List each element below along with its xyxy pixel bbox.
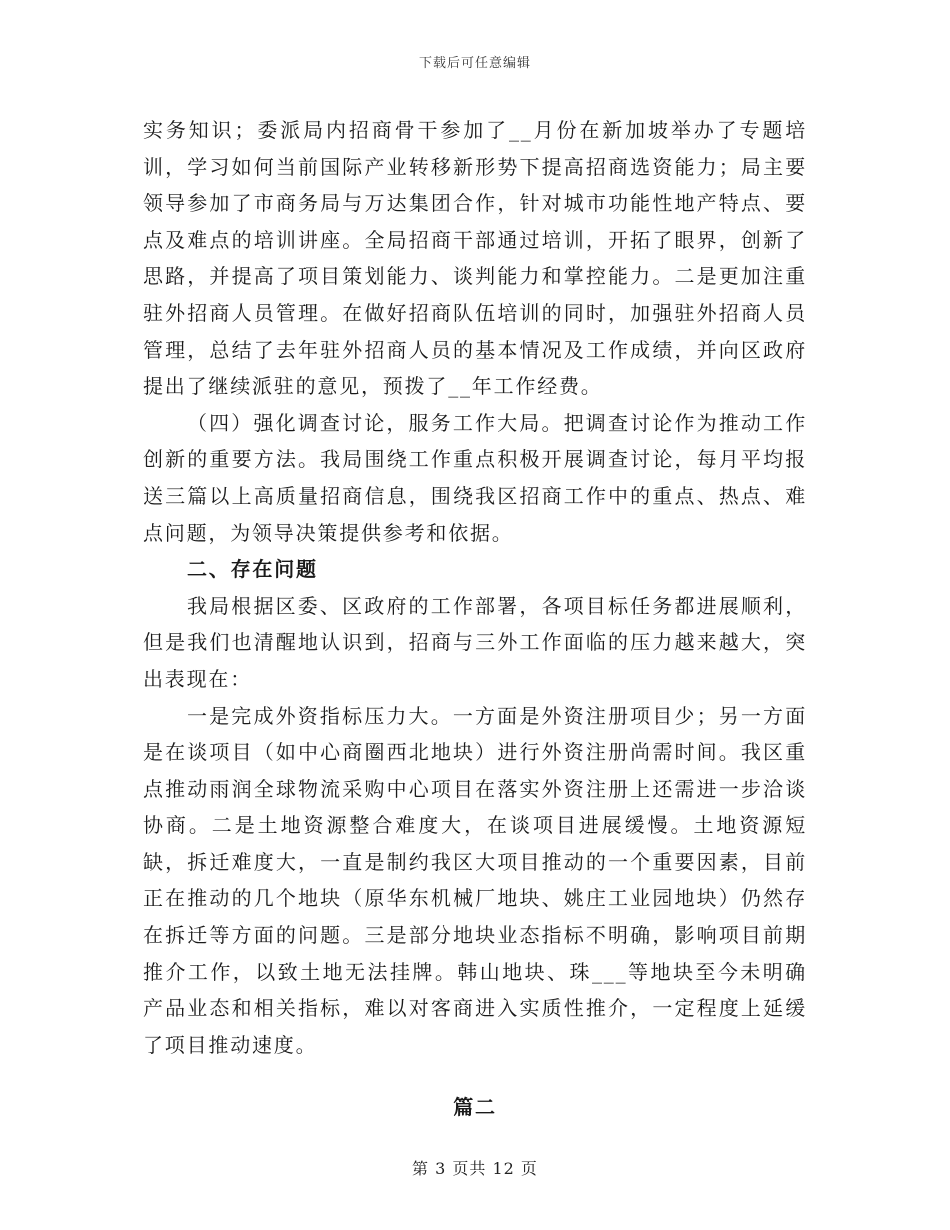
document-body — [143, 112, 807, 1126]
paragraph-problem-details: 一是完成外资指标压力大。一方面是外资注册项目少；另一方面是在谈项目（如中心商圈西北地块）进行外资注册尚需时间。我区重点推动雨润全球物流采购中心项目在落实外资注册上还需进一步洽谈协商。二是土地资源整合难度大，在谈项目进展缓慢。土地资源短缺，拆迁难度大，一直是制约我区大项目推动的一个重要因素，目前正在推动的几个地块（原华东机械厂地块、姚庄工业园地块）仍然存在拆迁等方面的问题。三是部分地块业态指标不明确，影响项目前期推介工作，以致土地无法挂牌。韩山地块、珠___等地块至今未明确产品业态和相关指标，难以对客商进入实质性推介，一定程度上延缓了项目推动速度。 — [143, 703, 807, 1057]
paragraph-training: 实务知识；委派局内招商骨干参加了__月份在新加坡举办了专题培训，学习如何当前国际产业转移新形势下提高招商选资能力；局主要领导参加了市商务局与万达集团合作，针对城市功能性地产特点、要点及难点的培训讲座。全局招商干部通过培训，开拓了眼界，创新了思路，并提高了项目策划能力、谈判能力和掌控能力。二是更加注重驻外招商人员管理。在做好招商队伍培训的同时，加强驻外招商人员管理，总结了去年驻外招商人员的基本情况及工作成绩，并向区政府提出了继续派驻的意见，预拨了__年工作经费。 — [143, 118, 807, 399]
paragraph-research: （四）强化调查讨论，服务工作大局。把调查讨论作为推动工作创新的重要方法。我局围绕工作重点积极开展调查讨论，每月平均报送三篇以上高质量招商信息，围绕我区招商工作中的重点、热点、难点问题，为领导决策提供参考和依据。 — [143, 410, 807, 545]
page-header-note: 下载后可任意编辑 — [418, 56, 531, 71]
paragraph-intro-problems: 我局根据区委、区政府的工作部署，各项目标任务都进展顺利，但是我们也清醒地认识到，招商与三外工作面临的压力越来越大，突出表现在： — [143, 593, 807, 691]
page-number-footer: 第 3 页共 12 页 — [412, 1159, 538, 1178]
part-title: 篇二 — [453, 1095, 497, 1120]
section-heading-problems: 二、存在问题 — [187, 557, 318, 582]
